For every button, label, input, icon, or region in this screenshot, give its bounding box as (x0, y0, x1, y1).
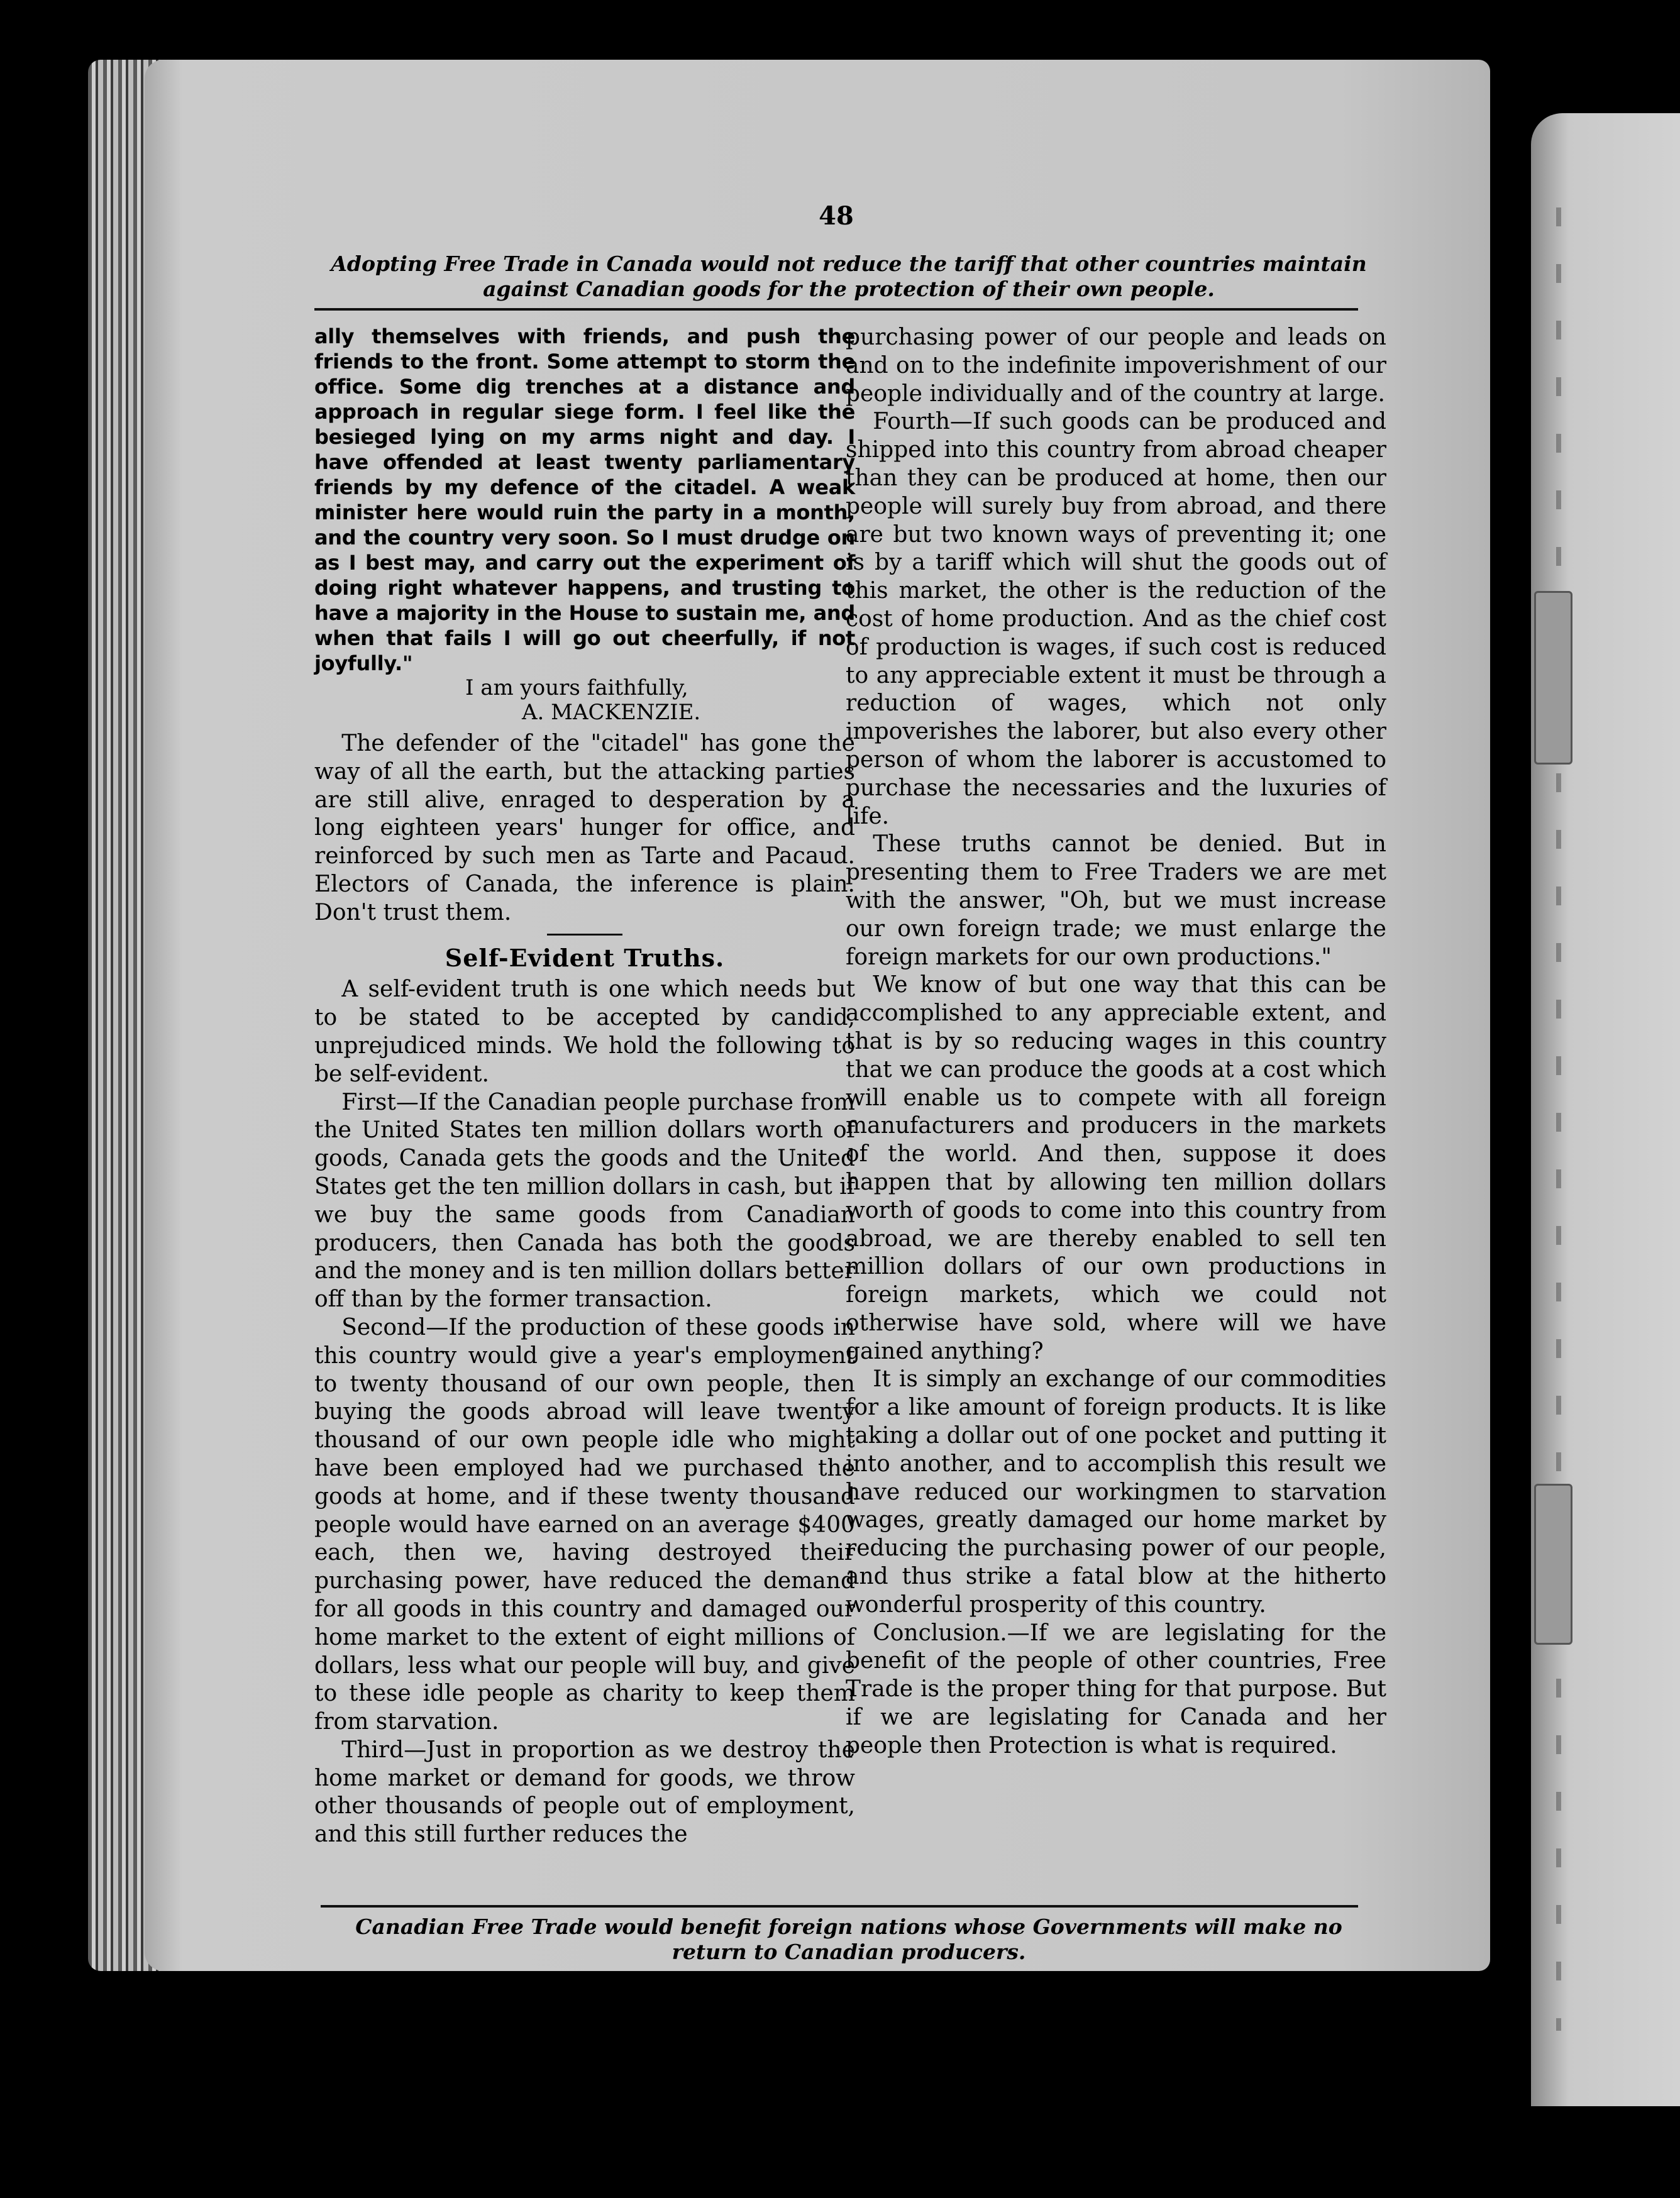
third-paragraph: Third—Just in proportion as we destroy the home market or demand for goods, we throw other thousands of people out of employment, and this still further reduces the (314, 1737, 855, 1848)
header-note: Adopting Free Trade in Canada would not reduce the tariff that other countries maintain against Canadian goods for the protection of their own people. (331, 251, 1367, 301)
binding-tab-lower (1534, 1484, 1572, 1645)
first-paragraph: First—If the Canadian people purchase from the United States ten million dollars worth of goods, Canada gets the goods and the United States get the ten million dollars in cash, but if we buy the same goods from Canadian producers, then Canada has both the goods and the money and is ten million dollars better off than by the former transaction. (314, 1089, 855, 1313)
defender-paragraph: The defender of the "citadel" has gone the way of all the earth, but the attacking parties are still alive, enraged to desperation by a long eighteen years' hunger for office, and reinforced by such men as Tarte and Pacaud. Electors of Canada, the inference is plain. Don't trust them. (314, 731, 855, 925)
section-heading: Self-Evident Truths. (445, 943, 725, 972)
one-way-paragraph: We know of but one way that this can be accomplished to any appreciable extent, and that is by so reducing wages in this country that we can produce the goods at a cost which will enable us to compete with all foreign manufacturers and producers in the markets of the world. And then, suppose it does happen that by allowing ten million dollars worth of goods to come into this country from abroad, we are thereby enabled to sell ten million dollars of our own productions in foreign markets, which we could not otherwise have sold, where will we have gained anything? (846, 972, 1386, 1364)
second-paragraph: Second—If the production of these goods in this country would give a year's employment to twenty thousand of our own people, then buying the goods abroad will leave twenty thousand of our own people idle who might have been employed had we purchased the goods at home, and if these twenty thousand people would have earned on an average $400 each, then we, having destroyed their purchasing power, have reduced the demand for all goods in this country and damaged our home market to the extent of eight millions of dollars, less what our people will buy, and give to these idle people as charity to keep them from starvation. (314, 1314, 855, 1735)
facing-page-edge (1531, 113, 1680, 2106)
footer-note: Canadian Free Trade would benefit foreign nations whose Governments will make no return to Canadian producers. (355, 1914, 1342, 1964)
binding-tab-upper (1534, 591, 1572, 765)
header-rule (314, 308, 1358, 311)
fourth-paragraph: Fourth—If such goods can be produced and shipped into this country from abroad cheaper than they can be produced at home, then our people will surely buy from abroad, and there are but two known ways of preventing it; one is by a tariff which will shut the goods out of this market, the other is the reduction of the cost of home production. And as the chief cost of production is wages, if such cost is reduced to any appreciable extent it must be through a reduction of wages, which not only impoverishes the laborer, but also every other person of whom the laborer is accustomed to purchase the necessaries and the luxuries of life. (846, 409, 1386, 829)
right-column (846, 324, 1386, 1760)
letter-excerpt: ally themselves with friends, and push the friends to the front. Some attempt to storm the office. Some dig trenches at a distance and approach in regular siege form. I feel like the besieged lying on my arms night and day. I have offended at least twenty parliamentary friends by my defence of the citadel. A weak minister here would ruin the party in a month, and the country very soon. So I must drudge on as I best may, and carry out the experiment of doing right whatever happens, and trusting to have a majority in the House to sustain me, and when that fails I will go out cheerfully, if not joyfully." (314, 324, 855, 675)
intro-paragraph: A self-evident truth is one which needs but to be stated to be accepted by candid, unprejudiced minds. We hold the following to be self-evident. (314, 976, 855, 1087)
exchange-paragraph: It is simply an exchange of our commodities for a like amount of foreign products. It is like taking a dollar out of one pocket and putting it into another, and to accomplish this result we have reduced our workingmen to starvation wages, greatly damaged our home market by reducing the purchasing power of our people, and thus strike a fatal blow at the hitherto wonderful prosperity of this country. (846, 1366, 1386, 1618)
left-column (314, 324, 855, 1849)
letter-signoff: I am yours faithfully, (465, 675, 688, 700)
truths-paragraph: These truths cannot be denied. But in presenting them to Free Traders we are met with the answer, "Oh, but we must increase our own foreign trade; we must enlarge the foreign markets for our own productions." (846, 831, 1386, 970)
page-number: 48 (819, 201, 854, 231)
letter-signature: A. MACKENZIE. (522, 700, 701, 725)
section-divider (547, 934, 622, 936)
continuation-paragraph: purchasing power of our people and leads on and on to the indefinite impoverishment of our people individually and of the country at large. (846, 324, 1386, 407)
footer-rule (321, 1905, 1358, 1908)
conclusion-paragraph: Conclusion.—If we are legislating for the benefit of the people of other countries, Free Trade is the proper thing for that purpose. But if we are legislating for Canada and her people then Protection is what is required. (846, 1620, 1386, 1759)
